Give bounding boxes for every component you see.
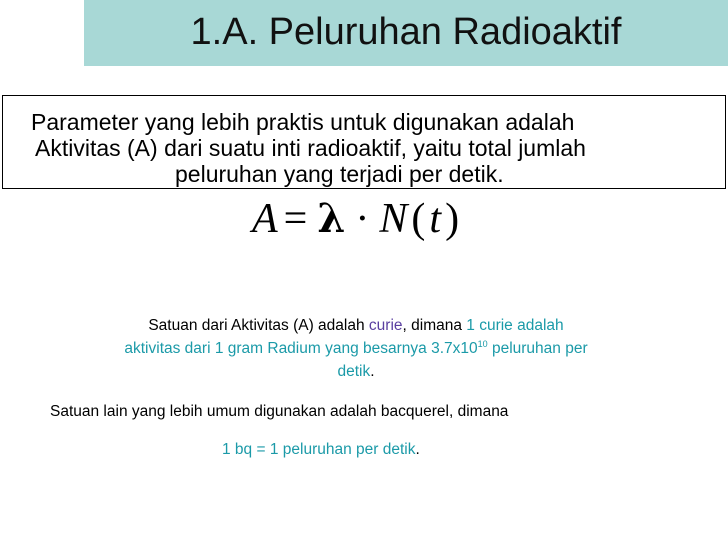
formula-lambda: λ [317,195,346,242]
formula-equals: = [283,196,308,242]
units-period: . [370,363,375,380]
definition-line-3: peluruhan yang terjadi per detik. [175,161,504,187]
units-prefix: Satuan dari Aktivitas (A) adalah [148,317,369,334]
becquerel-equation: 1 bq = 1 peluruhan per detik [222,441,416,458]
definition-box [2,95,726,189]
slide-title: 1.A. Peluruhan Radioaktif [190,11,622,53]
curie-definition-rate: peluruhan per [487,340,588,357]
definition-line-1: Parameter yang lebih praktis untuk digunakan adalah [31,109,575,135]
curie-definition-start: 1 curie adalah [466,317,564,334]
other-unit-text: Satuan lain yang lebih umum digunakan adalah bacquerel, dimana [50,403,509,420]
title-band [84,0,728,66]
formula-open-paren: ( [411,196,426,242]
units-mid: , dimana [402,317,467,334]
formula-dot: · [355,196,370,242]
formula-close-paren: ) [445,196,460,242]
curie-definition-end: detik [337,363,371,380]
curie-definition-middle: aktivitas dari 1 gram Radium yang besarnya 3.7x10 [124,340,478,357]
definition-line-2: Aktivitas (A) dari suatu inti radioaktif, yaitu total jumlah [35,135,586,161]
formula-lhs: A [252,196,278,242]
curie-word: curie [368,317,403,334]
becquerel-period: . [415,441,420,458]
units-line-2 [20,337,692,360]
formula-func: N [379,196,408,242]
units-line-1 [20,314,692,337]
units-line-3 [20,360,692,383]
becquerel-definition [222,440,420,460]
formula-arg: t [429,196,442,242]
activity-formula [252,192,472,246]
exponent: 10 [477,339,488,349]
units-paragraph [20,314,692,383]
